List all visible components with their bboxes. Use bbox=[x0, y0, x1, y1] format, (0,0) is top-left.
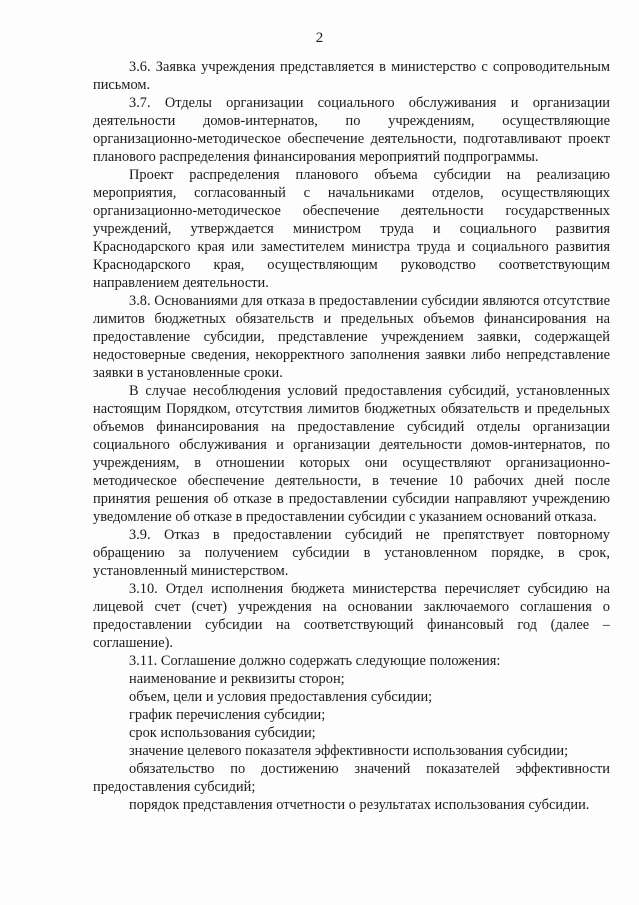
paragraph-distribution-project: Проект распределения планового объема субсидии на реализацию мероприятия, согласованный с начальниками отделов, осуществляющих организационно-методическое обеспечение деятельности государственных учреждений, утверждается министром труда и социального развития Краснодарского края или заместителем министра труда и социального развития Краснодарского края, осуществляющим руководство соответствующим направлением деятельности. bbox=[93, 167, 610, 291]
document-body bbox=[93, 58, 610, 814]
paragraph-3-8: 3.8. Основаниями для отказа в предоставлении субсидии являются отсутствие лимитов бюджетных обязательств и предельных объемов финансирования на предоставление субсидии, представление учреждением заявки, содержащей недостоверные сведения, некорректного заполнения заявки либо непредставление заявки в установленные сроки. bbox=[93, 293, 610, 381]
paragraph-3-11: 3.11. Соглашение должно содержать следующие положения: bbox=[129, 653, 501, 669]
list-item: обязательство по достижению значений показателей эффективности предоставления субсидий; bbox=[93, 761, 610, 795]
list-item: график перечисления субсидии; bbox=[129, 707, 326, 723]
list-item: наименование и реквизиты сторон; bbox=[129, 671, 345, 687]
list-item: объем, цели и условия предоставления субсидии; bbox=[129, 689, 433, 705]
list-item: порядок представления отчетности о результатах использования субсидии. bbox=[129, 797, 590, 813]
page-number: 2 bbox=[315, 30, 324, 46]
paragraph-3-7: 3.7. Отделы организации социального обслуживания и организации деятельности домов-интернатов, по учреждениям, осуществляющие организационно-методическое обеспечение деятельности, подготавливают проект планового распределения финансирования мероприятий подпрограммы. bbox=[93, 95, 610, 165]
paragraph-3-9: 3.9. Отказ в предоставлении субсидий не препятствует повторному обращению за получением субсидии в установленном порядке, в срок, установленный министерством. bbox=[93, 527, 610, 579]
list-item: значение целевого показателя эффективности использования субсидии; bbox=[129, 743, 569, 759]
paragraph-3-6: 3.6. Заявка учреждения представляется в министерство с сопроводительным письмом. bbox=[93, 59, 610, 93]
list-item: срок использования субсидии; bbox=[129, 725, 316, 741]
paragraph-non-compliance: В случае несоблюдения условий предоставления субсидий, установленных настоящим Порядком, отсутствия лимитов бюджетных обязательств и предельных объемов финансирования на предоставление субсидий отделы организации социального обслуживания и организации деятельности домов-интернатов, по учреждениям, в отношении которых они осуществляют организационно-методическое обеспечение деятельности, в течение 10 рабочих дней после принятия решения об отказе в предоставлении субсидии направляют учреждению уведомление об отказе в предоставлении субсидии с указанием оснований отказа. bbox=[93, 383, 610, 525]
paragraph-3-10: 3.10. Отдел исполнения бюджета министерства перечисляет субсидию на лицевой счет (счет) учреждения на основании заключаемого соглашения о предоставлении субсидии на соответствующий финансовый год (далее – соглашение). bbox=[93, 581, 610, 651]
